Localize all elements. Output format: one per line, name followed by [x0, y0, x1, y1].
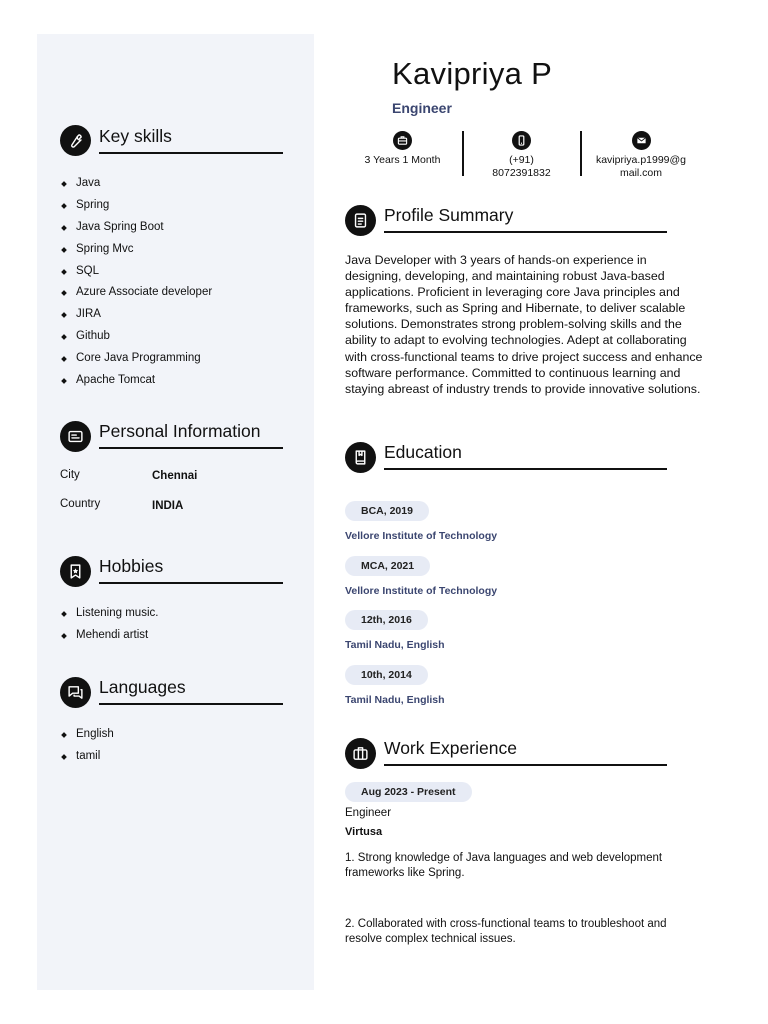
- list-item: JIRA: [60, 304, 212, 326]
- candidate-name: Kavipriya P: [392, 56, 553, 91]
- key-skills-rule: [99, 152, 283, 154]
- hobbies-list: [60, 603, 158, 647]
- key-skills-title: Key skills: [99, 126, 172, 146]
- list-item: tamil: [60, 746, 114, 768]
- languages-list: [60, 724, 114, 768]
- education-title: Education: [384, 442, 462, 462]
- education-institution: Vellore Institute of Technology: [345, 585, 498, 597]
- mail-icon: [632, 131, 651, 150]
- email-line-1[interactable]: kavipriya.p1999@g: [595, 154, 687, 166]
- hobbies-rule: [99, 582, 283, 584]
- wrench-icon: [60, 125, 91, 156]
- education-institution: Tamil Nadu, English: [345, 639, 445, 651]
- education-degree-badge: BCA, 2019: [345, 501, 429, 521]
- list-item: Spring Mvc: [60, 239, 212, 261]
- education-institution: Tamil Nadu, English: [345, 694, 445, 706]
- education-degree-badge: 10th, 2014: [345, 665, 428, 685]
- briefcase-icon: [345, 738, 376, 769]
- list-item: Azure Associate developer: [60, 282, 212, 304]
- phone-contact: [464, 131, 579, 180]
- list-item: Github: [60, 326, 212, 348]
- document-icon: [345, 205, 376, 236]
- list-item: SQL: [60, 261, 212, 283]
- languages-title: Languages: [99, 677, 186, 697]
- briefcase-icon: [393, 131, 412, 150]
- languages-rule: [99, 703, 283, 705]
- work-experience-rule: [384, 764, 667, 766]
- list-item: Mehendi artist: [60, 625, 158, 647]
- hobbies-title: Hobbies: [99, 556, 164, 576]
- list-item: Java Spring Boot: [60, 217, 212, 239]
- education-institution: Vellore Institute of Technology: [345, 530, 498, 542]
- education-degree-badge: 12th, 2016: [345, 610, 428, 630]
- country-value: INDIA: [152, 500, 184, 512]
- id-card-icon: [60, 421, 91, 452]
- work-experience-title: Work Experience: [384, 738, 517, 758]
- star-bookmark-icon: [60, 556, 91, 587]
- list-item: Java: [60, 173, 212, 195]
- city-label: City: [60, 469, 80, 481]
- list-item: Spring: [60, 195, 212, 217]
- work-role: Engineer: [345, 807, 392, 819]
- work-period-badge: Aug 2023 - Present: [345, 782, 472, 802]
- education-rule: [384, 468, 667, 470]
- book-icon: [345, 442, 376, 473]
- candidate-title: Engineer: [392, 100, 452, 116]
- list-item: English: [60, 724, 114, 746]
- country-label: Country: [60, 498, 101, 510]
- personal-information-title: Personal Information: [99, 421, 261, 441]
- key-skills-list: [60, 173, 212, 392]
- profile-summary-text: Java Developer with 3 years of hands-on experience in designing, developing, and maintaining robust Java-based applications. Proficient in leveraging core Java principles and frameworks, such as Spring and Hibernate, to deliver scalable solutions. Demonstrates strong problem-solving skills and the ability to adapt to evolving technologies. Adept at collaborating with cross-functional teams to drive project success and enhance software performance. Committed to continuous learning and staying abreast of industry trends to provide innovative solutions.: [345, 253, 703, 396]
- personal-information-rule: [99, 447, 283, 449]
- phone-line-2: 8072391832: [492, 167, 551, 179]
- experience-text: 3 Years 1 Month: [364, 154, 441, 166]
- work-point: 1. Strong knowledge of Java languages and web development frameworks like Spring.: [345, 852, 663, 879]
- list-item: Apache Tomcat: [60, 370, 212, 392]
- city-value: Chennai: [152, 470, 198, 482]
- email-contact[interactable]: [582, 131, 700, 180]
- phone-icon: [512, 131, 531, 150]
- email-line-2[interactable]: mail.com: [619, 167, 662, 179]
- profile-summary-rule: [384, 231, 667, 233]
- work-point: 2. Collaborated with cross-functional teams to troubleshoot and resolve complex technical issues.: [345, 918, 667, 945]
- work-company: Virtusa: [345, 826, 383, 838]
- list-item: Core Java Programming: [60, 348, 212, 370]
- phone-line-1: (+91): [509, 154, 534, 166]
- list-item: Listening music.: [60, 603, 158, 625]
- chat-bubbles-icon: [60, 677, 91, 708]
- profile-summary-title: Profile Summary: [384, 205, 514, 225]
- experience-contact: [345, 131, 460, 167]
- education-degree-badge: MCA, 2021: [345, 556, 430, 576]
